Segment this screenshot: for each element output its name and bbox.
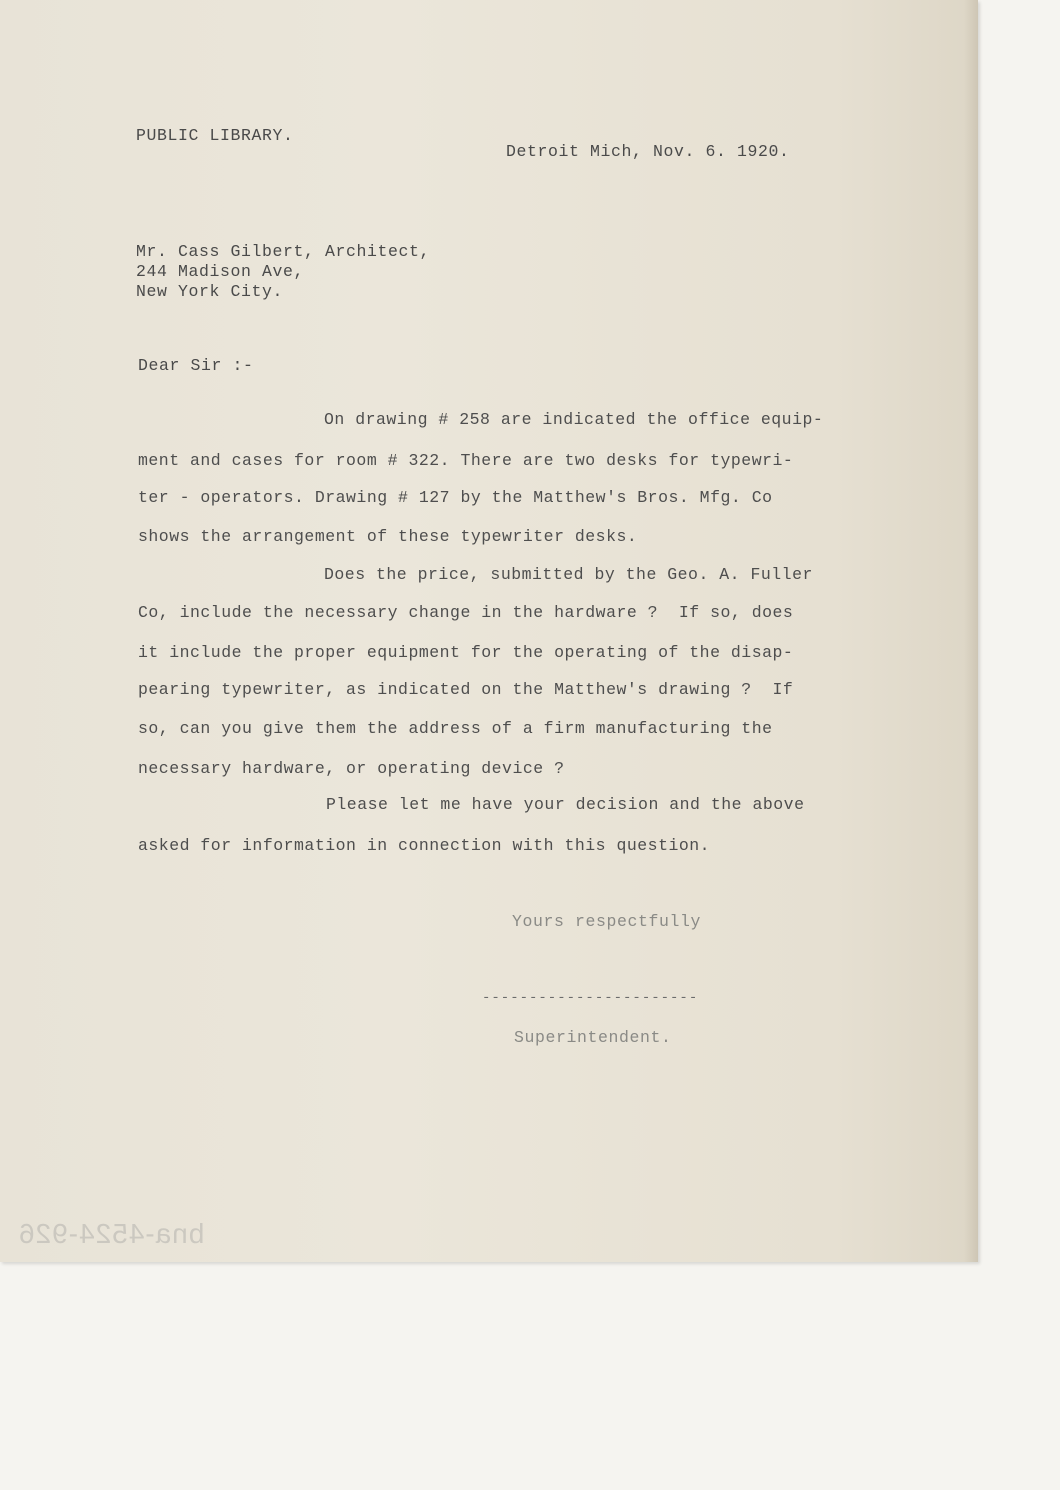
letterhead-institution: PUBLIC LIBRARY. [136,126,294,145]
body-line: asked for information in connection with this question. [138,836,711,855]
body-line: Please let me have your decision and the above [326,795,805,814]
addressee-line: 244 Madison Ave, [136,262,305,281]
body-line: necessary hardware, or operating device ? [138,759,565,778]
body-line: so, can you give them the address of a firm manufacturing the [138,719,773,738]
closing: Yours respectfully [512,912,702,931]
archive-stamp: bna-4524-926 [18,1218,205,1249]
letter-date: Detroit Mich, Nov. 6. 1920. [506,142,790,161]
body-line: ment and cases for room # 322. There are two desks for typewri- [138,451,794,470]
body-line: Co, include the necessary change in the hardware ? If so, does [138,603,794,622]
body-line: shows the arrangement of these typewriter desks. [138,527,638,546]
body-line: it include the proper equipment for the operating of the disap- [138,643,794,662]
body-line: ter - operators. Drawing # 127 by the Matthew's Bros. Mfg. Co [138,488,773,507]
body-line: Does the price, submitted by the Geo. A. Fuller [324,565,813,584]
body-line: On drawing # 258 are indicated the office equip- [324,410,824,429]
addressee-line: New York City. [136,282,284,301]
signature-title: Superintendent. [514,1028,672,1047]
addressee-line: Mr. Cass Gilbert, Architect, [136,242,431,261]
body-line: pearing typewriter, as indicated on the Matthew's drawing ? If [138,680,794,699]
salutation: Dear Sir :- [138,356,254,375]
signature-line: ----------------------- [482,990,699,1006]
